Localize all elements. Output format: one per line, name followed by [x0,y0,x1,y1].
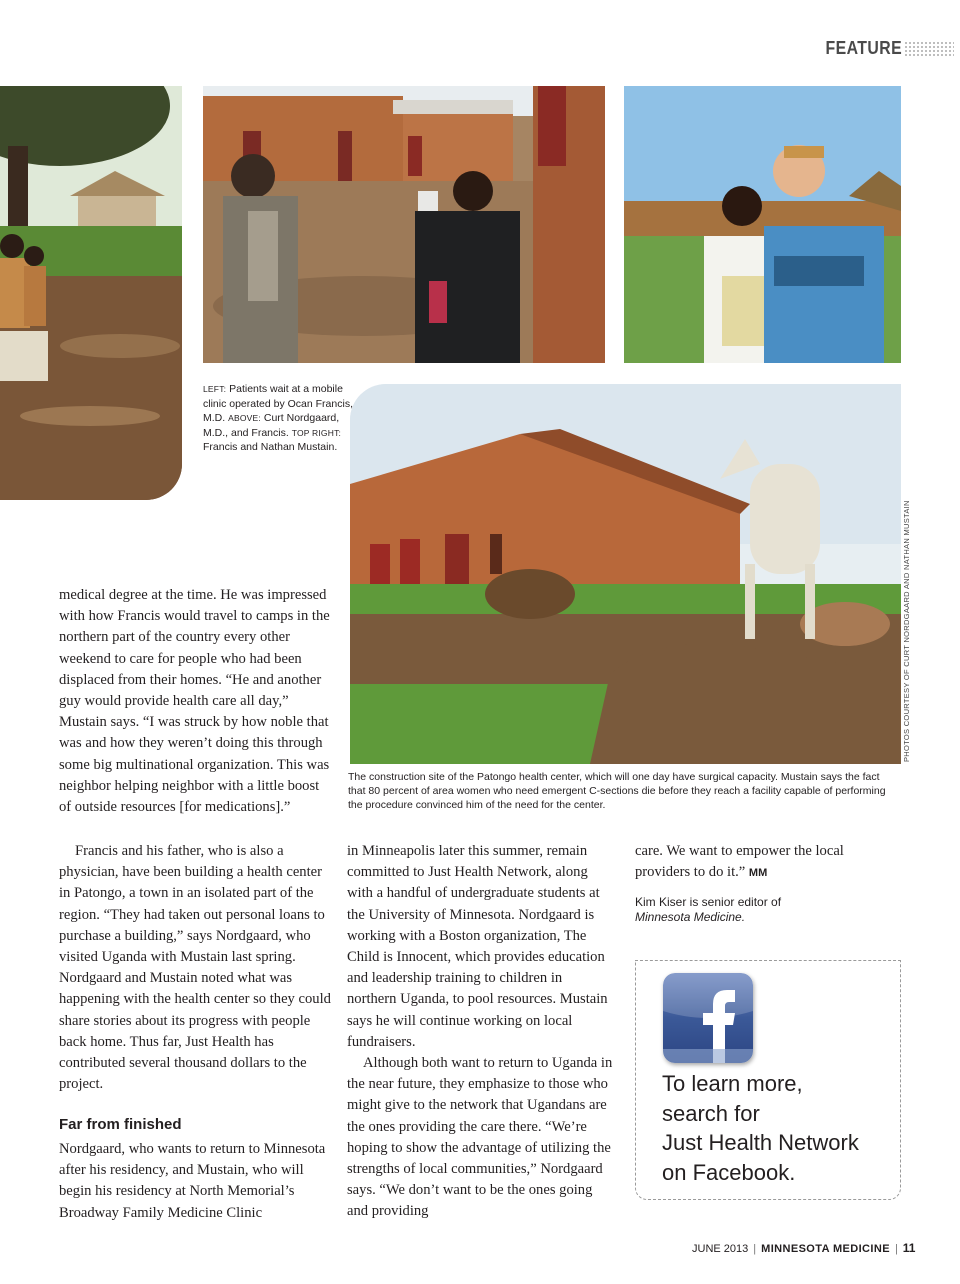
caption-text-topright: Francis and Nathan Mustain. [203,441,338,453]
photo-caption-small [203,382,353,455]
facebook-callout-text [662,1069,892,1187]
section-dots-decoration [904,41,954,57]
author-bio [635,895,897,925]
footer-magazine: MINNESOTA MEDICINE [761,1243,890,1255]
article-subhead: Far from finished [59,1116,182,1133]
caption-key-topright: TOP RIGHT: [291,427,342,438]
page-footer [692,1241,915,1255]
article-column-3 [635,841,897,884]
footer-separator: | [753,1243,757,1255]
article-column-2 [347,841,615,1223]
page-number: 11 [902,1241,916,1255]
facebook-line-4: on Facebook. [662,1159,796,1185]
author-bio-text: Kim Kiser is senior editor of [635,895,782,909]
facebook-line-3: Just Health Network [662,1130,859,1155]
article-paragraph-2: Francis and his father, who is also a physician, have been building a health center in Patongo, a town in an isolated part of the region. “They had taken out personal loans to purchase a building,” says Nordgaard, who visited Uganda with Mustain last spring. Nordgaard and Mustain noted what was happening with the health center so they could share stories about its progress with people back home. Thus far, Just Health has contributed several thousand dollars to the project. [59,843,331,1093]
section-label: FEATURE [825,38,902,58]
caption-text-above: Curt Nordgaard, M.D., and Francis. [203,412,340,439]
article-paragraph-6: care. We want to empower the local providers to do it.” [635,843,844,881]
photo-two-men-courtyard [203,86,605,363]
author-bio-publication: Minnesota Medicine. [635,910,746,924]
caption-text-left: Patients wait at a mobile clinic operated by Ocan Francis, M.D. [203,383,353,424]
photo-caption-main: The construction site of the Patongo health center, which will one day have surgical capacity. Mustain says the fact that 80 percent of area women who need emergent C-sections die before they reach a facility capable of performing the procedure convinced him of the need for the center. [348,771,886,811]
photo-construction-site-goat [350,384,901,764]
article-paragraph-4: in Minneapolis later this summer, remain committed to Just Health Network, along with a handful of undergraduate students at the University of Minnesota. Nordgaard is working with a Boston organization, The Child is Innocent, which provides education and leadership training to children in northern Uganda, to pool resources. Mustain says he will continue working on local fundraisers. [347,843,608,1050]
article-paragraph-1: medical degree at the time. He was impressed with how Francis would travel to camps in the northern part of the country every other weekend to care for people who had been displaced from their homes. “He and another guy would provide health care all day,” Mustain says. “I was struck by how noble that was and how they weren’t doing this through some big multinational organization. This was neighbor helping neighbor with a little boost of outside resources [for medications].” [59,587,330,816]
article-paragraph-3: Nordgaard, who wants to return to Minnesota after his residency, and Mustain, who will begin his residency at North Memorial’s Broadway Family Medicine Clinic [59,1141,326,1221]
facebook-line-1: To learn more, [662,1071,803,1096]
facebook-line-2: search for [662,1100,760,1126]
photo-two-men-smiling [624,86,901,363]
facebook-icon[interactable] [663,973,753,1063]
caption-key-above: ABOVE: [228,413,261,423]
photo-patients-waiting [0,86,182,500]
end-mark: MM [748,867,768,880]
article-paragraph-5: Although both want to return to Uganda in the near future, they emphasize to those who might give to the network that Ugandans are the ones providing the care there. “We’re hoping to show the advantage of utilizing the strengths of local communities,” Nordgaard says. “We don’t want to be the ones going and providing [347,1055,613,1220]
footer-date: JUNE 2013 [692,1243,749,1255]
footer-separator: | [894,1243,898,1255]
photo-credit: PHOTOS COURTESY OF CURT NORDGAARD AND NATHAN MUSTAIN [902,500,911,762]
caption-key-left: LEFT: [203,384,227,394]
